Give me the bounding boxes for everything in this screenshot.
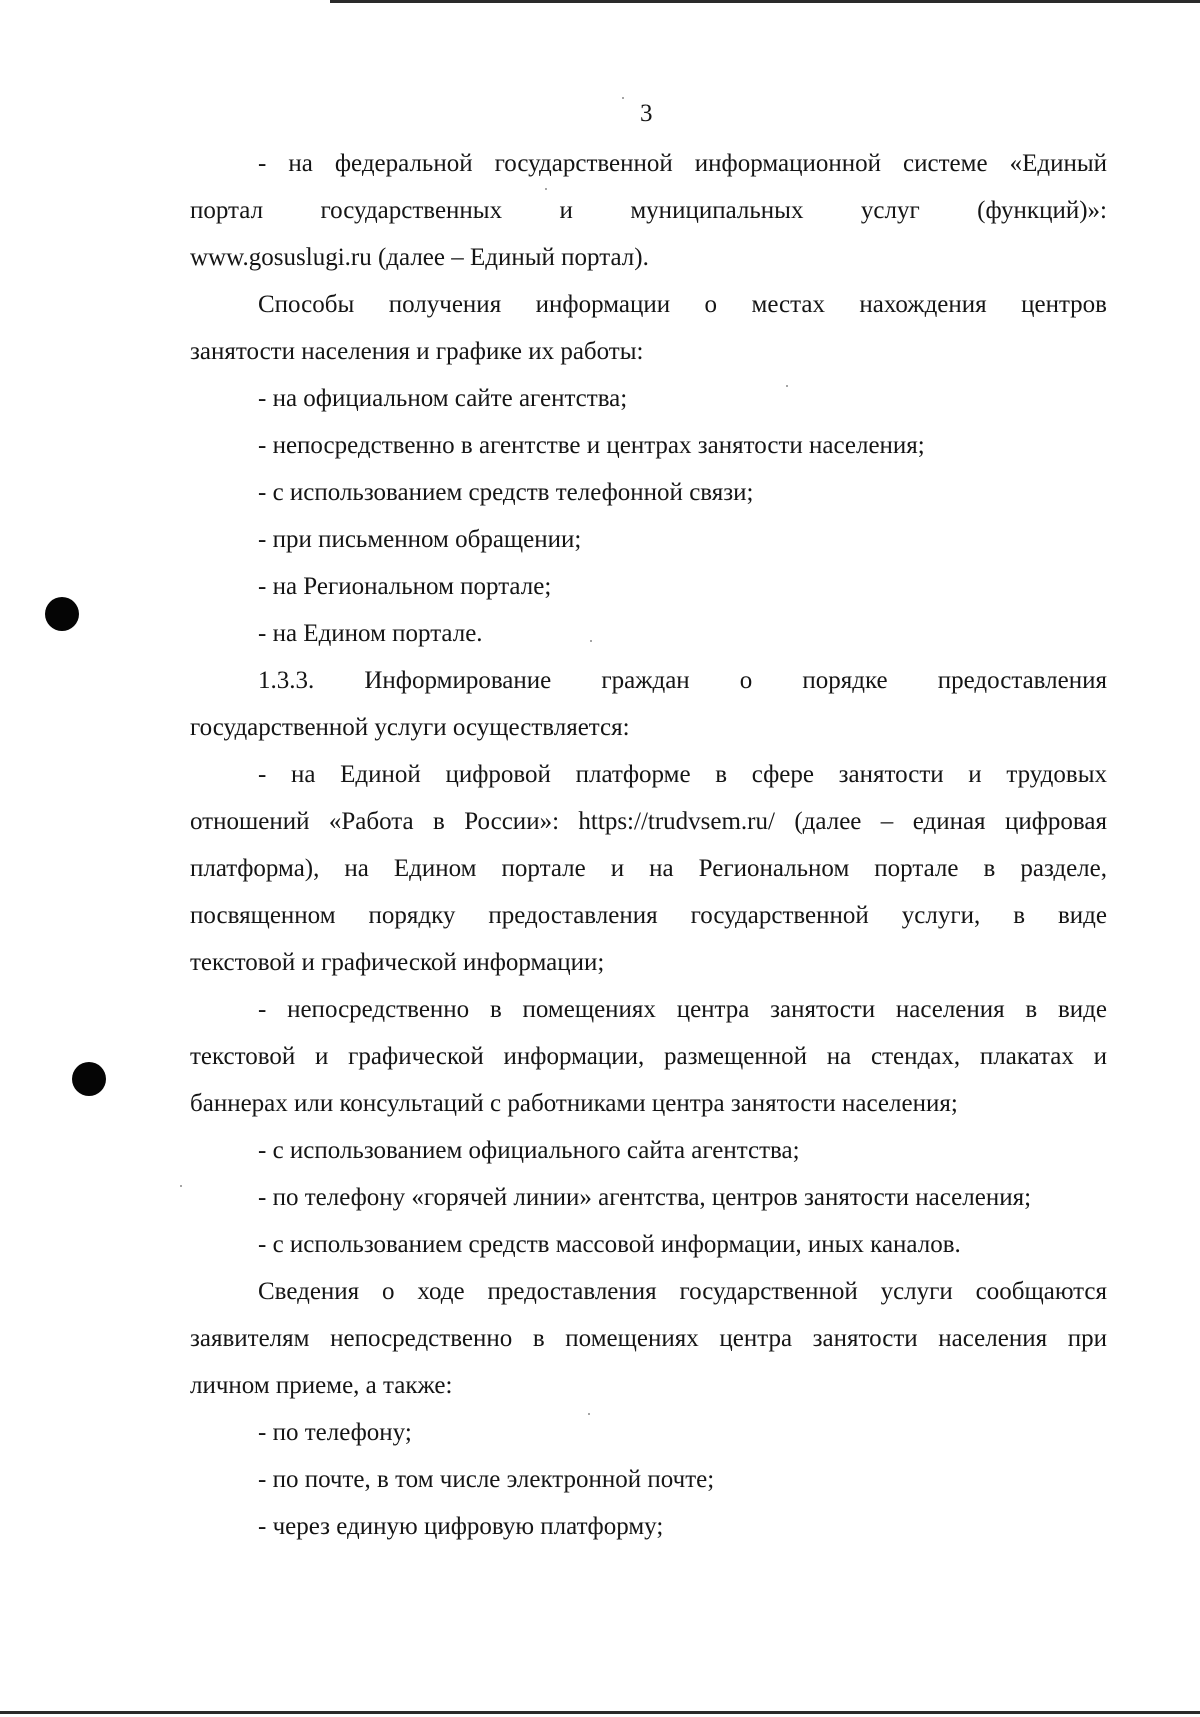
document-body bbox=[190, 140, 1107, 1550]
scan-edge-top bbox=[330, 0, 1200, 3]
text-line: - по телефону; bbox=[258, 1419, 412, 1446]
text-line: текстовой и графической информации; bbox=[190, 949, 605, 976]
text-line: - на официальном сайте агентства; bbox=[258, 385, 628, 412]
text-line: портал государственных и муниципальных услуг (функций)»: bbox=[190, 197, 1107, 224]
text-line: - при письменном обращении; bbox=[258, 526, 582, 553]
text-line: - по телефону «горячей линии» агентства, центров занятости населения; bbox=[258, 1184, 1032, 1211]
text-line: - на Единой цифровой платформе в сфере занятости и трудовых bbox=[258, 761, 1107, 788]
text-line: - на Едином портале. bbox=[258, 620, 483, 647]
text-line: Сведения о ходе предоставления государственной услуги сообщаются bbox=[258, 1278, 1107, 1305]
text-line: www.gosuslugi.ru (далее – Единый портал). bbox=[190, 244, 649, 271]
text-line: заявителям непосредственно в помещениях центра занятости населения при bbox=[190, 1325, 1107, 1352]
text-line: государственной услуги осуществляется: bbox=[190, 714, 630, 741]
text-line: баннерах или консультаций с работниками центра занятости населения; bbox=[190, 1090, 958, 1117]
text-line: - через единую цифровую платформу; bbox=[258, 1513, 664, 1540]
text-line: - с использованием средств телефонной связи; bbox=[258, 479, 754, 506]
text-line: занятости населения и графике их работы: bbox=[190, 338, 644, 365]
text-line: платформа), на Едином портале и на Региональном портале в разделе, bbox=[190, 855, 1107, 882]
text-line: - непосредственно в помещениях центра занятости населения в виде bbox=[258, 996, 1107, 1023]
text-line: - на федеральной государственной информационной системе «Единый bbox=[258, 150, 1107, 177]
text-line: Способы получения информации о местах нахождения центров bbox=[258, 291, 1107, 318]
text-line: - с использованием официального сайта агентства; bbox=[258, 1137, 800, 1164]
text-line: посвященном порядку предоставления государственной услуги, в виде bbox=[190, 902, 1107, 929]
scan-speck bbox=[622, 97, 624, 99]
text-line: - непосредственно в агентстве и центрах занятости населения; bbox=[258, 432, 925, 459]
text-line: личном приеме, а также: bbox=[190, 1372, 453, 1399]
scan-edge-bottom bbox=[0, 1711, 1200, 1714]
text-line: текстовой и графической информации, размещенной на стендах, плакатах и bbox=[190, 1043, 1107, 1070]
text-line: - с использованием средств массовой информации, иных каналов. bbox=[258, 1231, 961, 1258]
text-line: 1.3.3. Информирование граждан о порядке предоставления bbox=[258, 667, 1107, 694]
scan-speck bbox=[180, 1185, 182, 1187]
punch-hole bbox=[72, 1062, 106, 1096]
text-line: - по почте, в том числе электронной почте; bbox=[258, 1466, 715, 1493]
text-line: отношений «Работа в России»: https://trudvsem.ru/ (далее – единая цифровая bbox=[190, 808, 1107, 835]
punch-hole bbox=[45, 597, 79, 631]
page-number: 3 bbox=[640, 100, 653, 127]
text-line: - на Региональном портале; bbox=[258, 573, 552, 600]
